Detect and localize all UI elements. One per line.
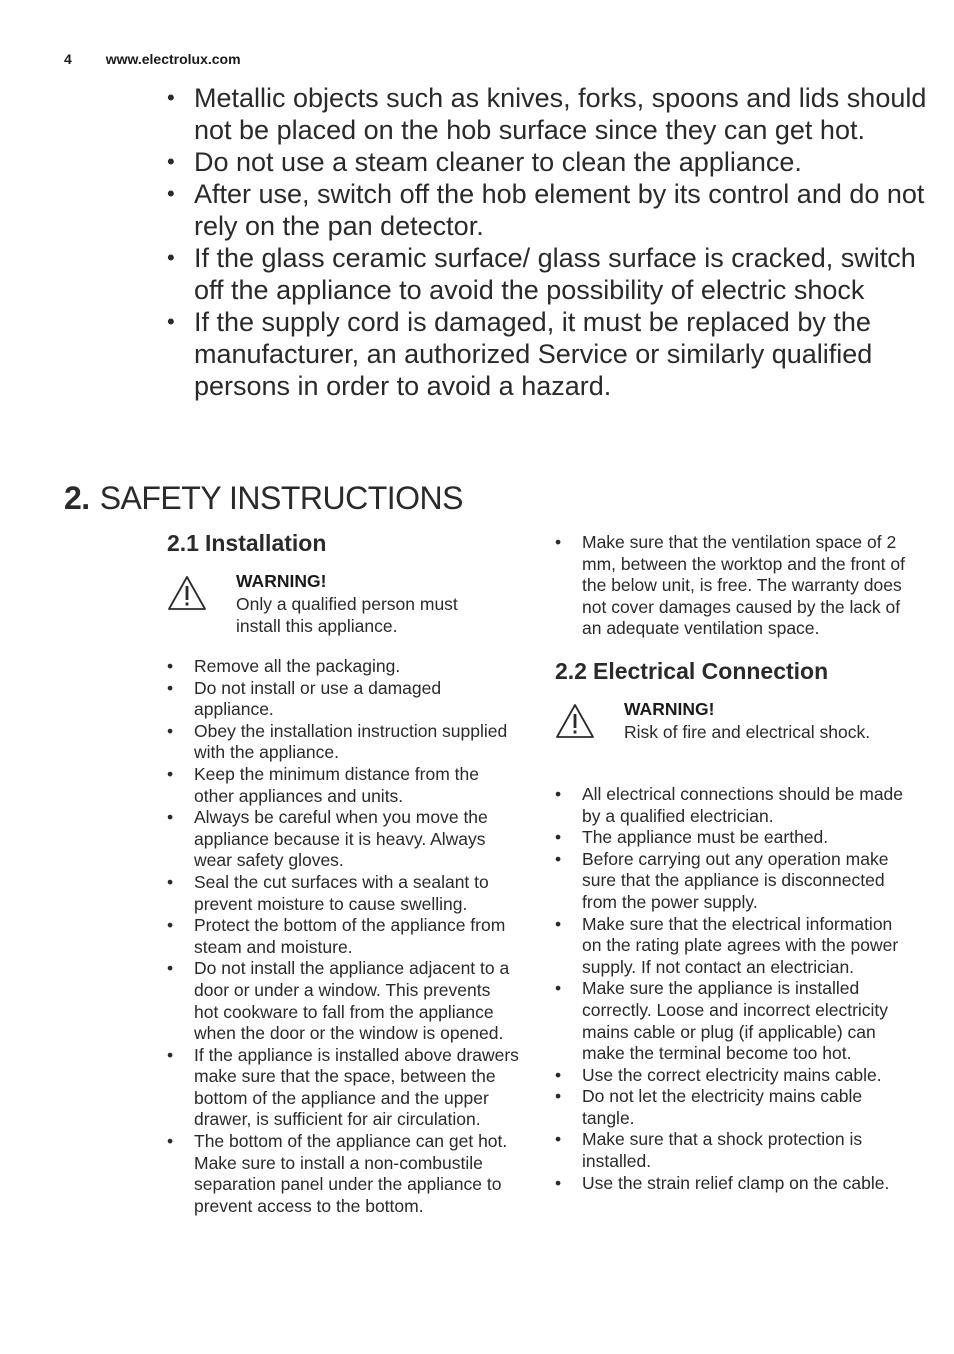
top-bullet-list [167,82,927,402]
section-number: 2. [64,480,90,516]
list-item: • Always be careful when you move the appliance because it is heavy. Always wear safety gloves. [167,807,519,872]
list-item: • Use the correct electricity mains cable. [555,1065,915,1087]
list-item: • Protect the bottom of the appliance from steam and moisture. [167,915,519,958]
electrical-warning [555,699,915,771]
installation-title: Installation [204,530,327,556]
list-item: • Do not use a steam cleaner to clean the appliance. [167,146,927,178]
list-item: • If the glass ceramic surface/ glass surface is cracked, switch off the appliance to avoid the possibility of electric shock [167,242,927,306]
electrical-title: Electrical Connection [592,657,829,684]
list-item: • Use the strain relief clamp on the cable. [555,1173,915,1195]
list-item: • Do not let the electricity mains cable tangle. [555,1086,915,1129]
list-item: • Make sure that the ventilation space of 2 mm, between the worktop and the front of the below unit, is free. The warranty does not cover damages caused by the lack of an adequate ventilation space. [555,532,915,640]
page-number: 4 [64,51,72,67]
list-item: • Make sure that the electrical information on the rating plate agrees with the power supply. If not contact an electrician. [555,914,915,979]
list-item: • Seal the cut surfaces with a sealant to prevent moisture to cause swelling. [167,872,519,915]
warning-title: WARNING! [624,698,715,719]
list-item: • After use, switch off the hob element by its control and do not rely on the pan detector. [167,178,927,242]
warning-text: Only a qualified person must install this appliance. [236,594,458,636]
section-title [64,480,463,517]
list-item: • Before carrying out any operation make sure that the appliance is disconnected from the power supply. [555,849,915,914]
electrical-number: 2.2 [555,657,587,684]
list-item: • The bottom of the appliance can get hot. Make sure to install a non-combustile separation panel under the appliance to prevent access to the bottom. [167,1131,519,1217]
list-item: • Make sure that a shock protection is installed. [555,1129,915,1172]
installation-list [167,656,519,1217]
installation-heading [167,530,527,557]
page-header [64,51,241,67]
warning-title: WARNING! [236,571,327,591]
installation-warning [167,571,527,643]
list-item: • The appliance must be earthed. [555,827,915,849]
list-item: • All electrical connections should be made by a qualified electrician. [555,784,915,827]
list-item: • If the supply cord is damaged, it must be replaced by the manufacturer, an authorized Service or similarly qualified persons in order to avoid a hazard. [167,306,927,402]
installation-number: 2.1 [167,530,199,556]
section-title-text: SAFETY INSTRUCTIONS [99,480,463,516]
electrical-column [555,532,915,1194]
list-item: • If the appliance is installed above drawers make sure that the space, between the bottom of the appliance and the upper drawer, is sufficient for air circulation. [167,1045,519,1131]
site-url: www.electrolux.com [105,51,241,67]
list-item: • Keep the minimum distance from the other appliances and units. [167,764,519,807]
electrical-heading [555,658,915,685]
list-item: • Make sure the appliance is installed correctly. Loose and incorrect electricity mains cable or plug (if applicable) can make the terminal become too hot. [555,978,915,1064]
warning-triangle-icon [167,575,207,611]
installation-continued-list [555,532,915,640]
warning-text: Risk of fire and electrical shock. [624,721,871,742]
list-item: • Obey the installation instruction supplied with the appliance. [167,721,519,764]
list-item: • Remove all the packaging. [167,656,519,678]
warning-triangle-icon [555,703,595,739]
installation-column [167,530,527,1217]
list-item: • Metallic objects such as knives, forks, spoons and lids should not be placed on the hob surface since they can get hot. [167,82,927,146]
list-item: • Do not install the appliance adjacent to a door or under a window. This prevents hot cookware to fall from the appliance when the door or the window is opened. [167,958,519,1044]
list-item: • Do not install or use a damaged appliance. [167,678,519,721]
electrical-list [555,784,915,1194]
